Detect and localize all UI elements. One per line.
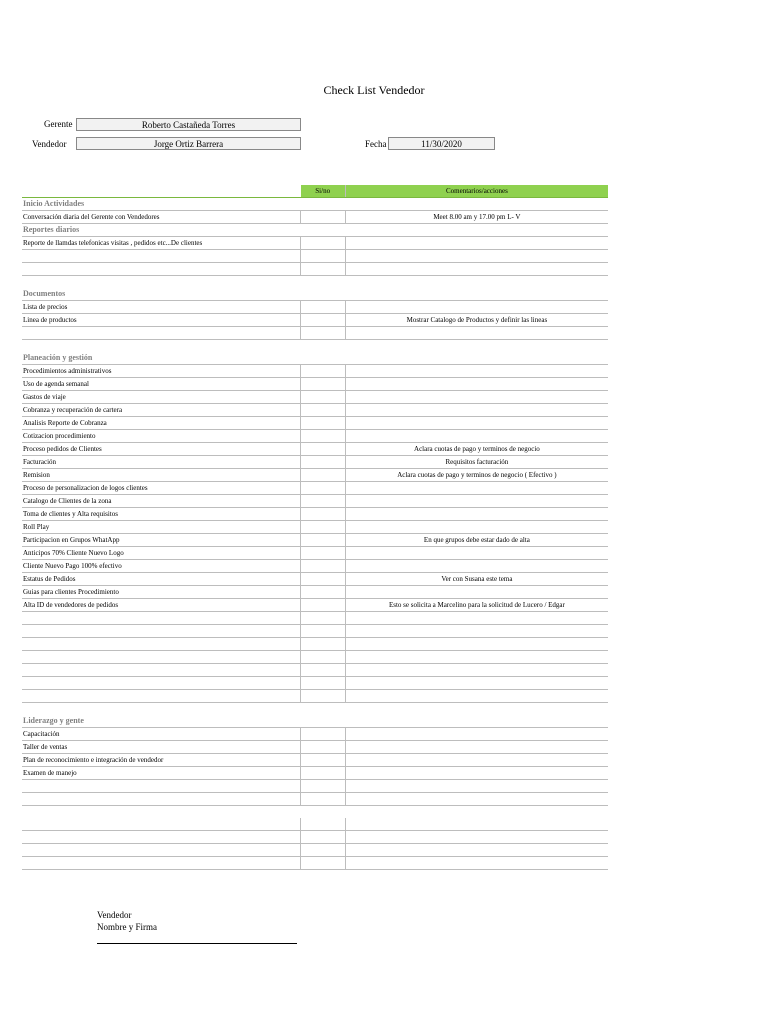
table-row [22,612,608,625]
comment-cell[interactable] [345,430,608,443]
task-label [22,780,301,793]
table-row [22,780,608,793]
status-cell[interactable] [301,263,346,276]
table-row [22,741,608,754]
table-row [22,728,608,741]
status-column-header: Si/no [301,185,346,198]
status-cell[interactable] [301,793,346,806]
table-row [22,482,608,495]
comment-cell[interactable] [345,754,608,767]
comment-cell[interactable]: Ver con Susana este tema [345,573,608,586]
task-label [22,690,301,703]
status-cell[interactable] [301,754,346,767]
comment-cell[interactable] [345,844,608,857]
task-label: Catalogo de Clientes de la zona [22,495,301,508]
status-cell[interactable] [301,417,346,430]
table-row [22,456,608,469]
spacer-row [22,703,608,716]
table-row [22,690,608,703]
status-cell[interactable] [301,482,346,495]
status-cell[interactable] [301,314,346,327]
section-title: Liderazgo y gente [22,715,608,728]
comment-cell[interactable] [345,767,608,780]
gerente-field[interactable]: Roberto Castañeda Torres [76,118,301,131]
status-cell[interactable] [301,547,346,560]
table-row [22,831,608,844]
task-label: Roll Play [22,521,301,534]
task-label [22,612,301,625]
status-cell[interactable] [301,818,346,831]
comment-cell[interactable] [345,327,608,340]
table-row [22,495,608,508]
table-row [22,651,608,664]
table-header [22,185,608,198]
task-label [22,651,301,664]
status-cell[interactable] [301,767,346,780]
task-label [22,818,301,831]
fecha-label: Fecha [365,139,387,149]
comment-cell[interactable] [345,547,608,560]
task-label: Plan de reconocimiento e integración de vendedor [22,754,301,767]
comment-cell[interactable] [345,638,608,651]
table-row [22,508,608,521]
comment-cell[interactable] [345,728,608,741]
comment-cell[interactable] [345,625,608,638]
task-label [22,793,301,806]
task-label: Proceso pedidos de Clientes [22,443,301,456]
task-label: Participacion en Grupos WhatApp [22,534,301,547]
section-heading [22,224,608,237]
comment-cell[interactable] [345,301,608,314]
status-cell[interactable] [301,741,346,754]
comment-cell[interactable] [345,586,608,599]
table-row [22,237,608,250]
status-cell[interactable] [301,612,346,625]
comment-cell[interactable] [345,404,608,417]
task-label: Toma de clientes y Alta requisitos [22,508,301,521]
status-cell[interactable] [301,831,346,844]
status-cell[interactable] [301,508,346,521]
comment-cell[interactable] [345,741,608,754]
status-cell[interactable] [301,456,346,469]
comment-cell[interactable] [345,391,608,404]
table-row [22,599,608,612]
comment-cell[interactable] [345,651,608,664]
status-cell[interactable] [301,857,346,870]
comment-cell[interactable] [345,560,608,573]
task-label: Estatus de Pedidos [22,573,301,586]
comment-cell[interactable] [345,612,608,625]
task-label: Anticipos 70% Cliente Nuevo Logo [22,547,301,560]
table-row [22,586,608,599]
gerente-label: Gerente [44,119,73,129]
table-row [22,560,608,573]
task-label [22,625,301,638]
section-title: Reportes diarios [22,224,608,237]
status-cell[interactable] [301,430,346,443]
status-cell[interactable] [301,844,346,857]
signature-line[interactable] [97,943,297,944]
task-label [22,831,301,844]
task-label: Cotizacion procedimiento [22,430,301,443]
task-label: Remision [22,469,301,482]
task-label: Examen de manejo [22,767,301,780]
comment-cell[interactable] [345,250,608,263]
comment-cell[interactable] [345,780,608,793]
table-row [22,857,608,870]
table-row [22,844,608,857]
task-label [22,638,301,651]
status-cell[interactable] [301,365,346,378]
fecha-field[interactable]: 11/30/2020 [388,137,495,150]
status-cell[interactable] [301,690,346,703]
task-label [22,844,301,857]
section-heading [22,715,608,728]
table-row [22,417,608,430]
comment-cell[interactable]: Aclara cuotas de pago y terminos de negocio ( Efectivo ) [345,469,608,482]
comment-cell[interactable] [345,677,608,690]
table-row [22,301,608,314]
task-label: Linea de productos [22,314,301,327]
comment-cell[interactable] [345,378,608,391]
page-title: Check List Vendedor [323,83,425,97]
table-row [22,625,608,638]
status-cell[interactable] [301,728,346,741]
spacer-row [22,806,608,819]
table-row [22,818,608,831]
status-cell[interactable] [301,651,346,664]
status-cell[interactable] [301,327,346,340]
table-row [22,754,608,767]
table-row [22,534,608,547]
task-label: Guias para clientes Procedimiento [22,586,301,599]
task-label [22,263,301,276]
table-row [22,391,608,404]
table-row [22,327,608,340]
task-label: Analisis Reporte de Cobranza [22,417,301,430]
comment-cell[interactable] [345,417,608,430]
table-row [22,521,608,534]
task-label: Reporte de llamdas telefonicas visitas , pedidos etc...De clientes [22,237,301,250]
status-cell[interactable] [301,780,346,793]
spacer-row [22,276,608,289]
task-label [22,677,301,690]
task-label: Cliente Nuevo Pago 100% efectivo [22,560,301,573]
task-label: Lista de precios [22,301,301,314]
comment-cell[interactable]: Aclara cuotas de pago y terminos de negocio [345,443,608,456]
task-label: Conversación diaria del Gerente con Vendedores [22,211,301,224]
status-cell[interactable] [301,599,346,612]
section-title: Documentos [22,288,608,301]
table-row [22,378,608,391]
section-title: Inicio Actividades [22,198,608,211]
status-cell[interactable] [301,391,346,404]
comment-cell[interactable] [345,831,608,844]
table-row [22,664,608,677]
comment-cell[interactable] [345,690,608,703]
table-row [22,211,608,224]
section-heading [22,352,608,365]
status-cell[interactable] [301,534,346,547]
task-label: Procedimientos administrativos [22,365,301,378]
table-row [22,469,608,482]
task-label: Facturación [22,456,301,469]
table-row [22,677,608,690]
comment-cell[interactable]: Mostrar Catalogo de Productos y definir las lineas [345,314,608,327]
task-label: Gastos de viaje [22,391,301,404]
spacer-row [22,340,608,353]
comment-cell[interactable] [345,857,608,870]
comment-cell[interactable]: Requisitos facturación [345,456,608,469]
status-cell[interactable] [301,677,346,690]
signature-role: Vendedor [97,910,132,920]
comments-column-header: Comentarios/acciones [345,185,608,198]
task-label [22,250,301,263]
task-label [22,857,301,870]
table-row [22,638,608,651]
status-cell[interactable] [301,573,346,586]
status-cell[interactable] [301,638,346,651]
status-cell[interactable] [301,237,346,250]
section-heading [22,198,608,211]
comment-cell[interactable] [345,482,608,495]
comment-cell[interactable] [345,793,608,806]
vendedor-label: Vendedor [32,139,67,149]
table-row [22,430,608,443]
status-cell[interactable] [301,625,346,638]
signature-block [97,909,157,933]
status-cell[interactable] [301,586,346,599]
status-cell[interactable] [301,443,346,456]
task-label: Uso de agenda semanal [22,378,301,391]
task-label: Taller de ventas [22,741,301,754]
table-row [22,314,608,327]
status-cell[interactable] [301,378,346,391]
table-row [22,263,608,276]
status-cell[interactable] [301,521,346,534]
status-cell[interactable] [301,664,346,677]
task-label: Proceso de personalizacion de logos clientes [22,482,301,495]
table-row [22,767,608,780]
checklist-table [22,185,608,870]
comment-cell[interactable] [345,521,608,534]
task-label: Cobranza y recuperación de cartera [22,404,301,417]
task-label [22,664,301,677]
table-row [22,404,608,417]
vendedor-field[interactable]: Jorge Ortiz Barrera [76,137,301,150]
comment-cell[interactable] [345,365,608,378]
comment-cell[interactable] [345,508,608,521]
comment-cell[interactable] [345,664,608,677]
task-label: Capacitación [22,728,301,741]
signature-caption: Nombre y Firma [97,922,157,932]
status-cell[interactable] [301,211,346,224]
section-title: Planeación y gestión [22,352,608,365]
comment-cell[interactable] [345,263,608,276]
status-cell[interactable] [301,404,346,417]
status-cell[interactable] [301,301,346,314]
comment-cell[interactable] [345,237,608,250]
status-cell[interactable] [301,469,346,482]
status-cell[interactable] [301,495,346,508]
table-row [22,793,608,806]
status-cell[interactable] [301,250,346,263]
table-row [22,443,608,456]
status-cell[interactable] [301,560,346,573]
task-label [22,327,301,340]
comment-cell[interactable]: En que grupos debe estar dado de alta [345,534,608,547]
comment-cell[interactable] [345,495,608,508]
comment-cell[interactable] [345,818,608,831]
table-row [22,547,608,560]
section-heading [22,288,608,301]
task-label: Alta ID de vendedores de pedidos [22,599,301,612]
table-row [22,365,608,378]
table-row [22,573,608,586]
table-row [22,250,608,263]
comment-cell[interactable]: Meet 8.00 am y 17.00 pm L- V [345,211,608,224]
comment-cell[interactable]: Esto se solicita a Marcelino para la solicitud de Lucero / Edgar [345,599,608,612]
